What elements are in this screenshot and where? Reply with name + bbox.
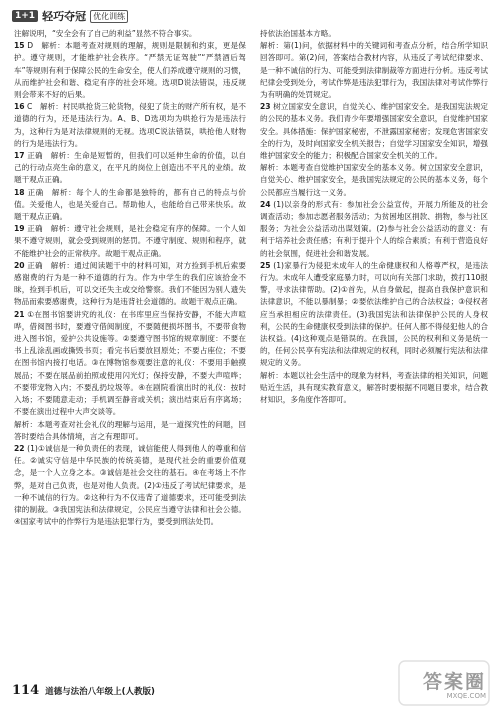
answer-paragraph [260,40,488,101]
answer-column-right [260,28,488,668]
page-number: 114 [12,683,40,698]
question-number: 21 [14,309,25,319]
question-number: 16 [14,102,25,112]
answer-text: 解析：本题考查对社会礼仪的理解与运用，是一道探究性的问题，回答时要结合具体情境，言之有理即可。 [14,419,246,441]
answer-text: 正确 解析：通过阅读题干中的材料可知，对方捡到手机后索要感谢费的行为是一种不道德的行为。作为中学生的我们应该拾金不昧，捡到手机后，可以交还失主或交给警察。我们不能因为别人遗失物品而索要感谢费，这种行为是违背社会道德的。故题干观点正确。 [14,260,246,307]
question-number: 20 [14,260,25,270]
answer-paragraph [14,443,246,528]
answer-text: 正确 解析：生命是短暂的，但我们可以延伸生命的价值，以自己的行动点亮生命的意义，在平凡的岗位上创造出不平凡的业绩。故题干观点正确。 [14,151,246,185]
answer-paragraph [14,260,246,309]
question-number: 15 [14,41,25,51]
answer-text: (1)以亲身的形式有：参加社会公益宣传，开展力所能及的社会调查活动；参加志愿者服务活动；为贫困地区捐款、捐物，参与社区服务；为社会公益活动出谋划策。(2)参与社会公益活动的意义：有利于培养社会责任感；有利于提升个人的综合素质；有利于营造良好的社会氛围，促进社会和谐发展。 [260,199,488,258]
answer-paragraph [14,150,246,187]
brand-title: 轻巧夺冠 [42,10,87,23]
brand-subtitle: 优化训练 [90,10,128,23]
answer-text: 持依法治国基本方略。 [260,29,336,38]
answer-paragraph [260,101,488,162]
answer-text: (1)①诚信是一种负责任的表现，诚信能使人得到他人的尊重和信任。②诚实守信是中华民族的传统美德，是现代社会的重要价值观念，是一个人立身之本。③诚信是社会交往的基石。④在考场上不作弊，是对自己负责，也是对他人负责。(2)①违反了考试纪律要求，是一种不诚信的行为。②这种行为不仅违背了道德要求，还可能受到法律的制裁。③我国宪法和法律规定，公民应当遵守法律和社会公德。④国家考试中的作弊行为是违法犯罪行为，要受到刑法处罚。 [14,443,246,527]
answer-paragraph [14,101,246,150]
answer-text: 解析：本题考查自觉维护国家安全的基本义务。树立国家安全意识，自觉关心、维护国家安全，是我国宪法规定的公民的基本义务，每个公民都应当履行这一义务。 [260,163,488,197]
answer-text: D 解析：本题考查对规则的理解，规则是限制和约束，更是保护。遵守规则，才能维护社会秩序。“严禁无证驾驶”“严禁酒后驾车”等规则有利于保障公民的生命安全，使人们养成遵守规则的习惯，从而维护社会和谐、稳定有序的社会环境。选项D说法错误，违反规则会带来不好的后果。 [14,41,246,100]
answer-paragraph [260,370,488,407]
brand-logo: 1+1 [12,10,38,22]
answer-text: ①在图书馆要讲究的礼仪：在书库里应当保持安静，不能大声喧哗，借阅图书时，要遵守借阅制度，不要随便损坏图书，不要带食物进入图书馆，爱护公共设施等。②要遵守图书馆的规章制度：不要在书上乱涂乱画或撕毁书页；看完书后要放回原处；不要占座位；不要在图书馆内接打电话。③在博物馆参观要注意的礼仪：不要用手触摸展品；不要在展品前拍照或使用闪光灯；保持安静，不要大声喧哗；不要带宠物入内；不要乱扔垃圾等。④在剧院看演出时的礼仪：按时入场；不要随意走动；手机调至静音或关机；演出结束后有序离场；不要在演出过程中大声交谈等。 [14,309,246,417]
answer-paragraph [260,199,488,260]
question-number: 22 [14,443,25,453]
book-title: 道德与法治八年级上(人教版) [45,686,155,697]
question-number: 18 [14,187,25,197]
answer-paragraph [14,309,246,419]
answer-text: 解析：本题以社会生活中的现象为材料，考查法律的相关知识，问题贴近生活，具有现实教育意义，解答时要根据不同题目要求，结合教材知识，多角度作答即可。 [260,370,488,405]
answer-text: 正确 解析：每个人的生命都是独特的，都有自己的特点与价值。关爱他人，也是关爱自己。帮助他人，也能给自己带来快乐。故题干观点正确。 [14,187,246,222]
answer-text: 解析：第(1)问，依据材料中的关键词和考查点分析，结合所学知识回答即可。第(2)问，答案结合教材内容，从违反了考试纪律要求、是一种不诚信的行为、可能受到法律制裁等方面进行分析。违反考试纪律会受到处分，考试作弊是违法犯罪行为，我国法律对考试作弊行为有明确的处罚规定。 [260,41,488,100]
question-number: 17 [14,151,25,161]
answer-paragraph [14,187,246,224]
answer-paragraph [14,419,246,443]
question-number: 23 [260,102,271,112]
answer-paragraph [260,260,488,370]
answer-text: 注解说明，“安全会有了自己的利益”显然不符合事实。 [14,29,197,38]
answer-paragraph [260,162,488,199]
answer-column-left [14,28,246,668]
answer-paragraph [14,28,246,40]
answer-paragraph [14,223,246,260]
answer-paragraph [260,28,488,40]
answer-text: 树立国家安全意识，自觉关心、维护国家安全。是我国宪法规定的公民的基本义务。我们青少年要增强国家安全意识，自觉维护国家安全。具体措施：保护国家秘密，不泄露国家秘密；发现危害国家安全的行为，及时向国家安全机关报告；自觉学习国家安全知识，增强维护国家安全的能力；积极配合国家安全机关的工作。 [260,102,488,161]
page-footer [12,683,155,698]
answer-text: C 解析：村民哄抢货三轮货物，侵犯了货主的财产所有权，是不道德的行为，还是违法行为。A、B、D选项均为哄抢行为是违法行为，这种行为是对法律规则的无视。选项C说法错误，哄抢他人财物的行为是违法行为。 [14,102,246,148]
watermark-text: 答案圈 [422,671,486,693]
answer-text: (1)家暴行为侵犯未成年人的生命健康权和人格尊严权，是违法行为。未成年人遭受家庭暴力时，可以向有关部门求助，拨打110报警，寻求法律帮助。(2)①首先，从自身做起，提高自我保护意识和法律意识，不能以暴制暴；②要依法维护自己的合法权益；③侵权者应当承担相应的法律责任。(3)我国宪法和法律保护公民的人身权利，公民的生命健康权受到法律的保护。任何人都不得侵犯他人的合法权益。(4)这种观点是错误的。在我国，公民的权利和义务是统一的，任何公民享有宪法和法律规定的权利，同时必须履行宪法和法律规定的义务。 [260,260,488,368]
answer-text: 正确 解析：遵守社会规则，是社会稳定有序的保障。一个人如果不遵守规则，就会受到规则的惩罚。不遵守制度、规则和程序，就不能维护社会的正常秩序。故题干观点正确。 [14,224,246,258]
question-number: 25 [260,260,271,270]
page-header [12,8,128,24]
answer-paragraph [14,40,246,101]
question-number: 19 [14,224,25,234]
question-number: 24 [260,199,271,209]
watermark-url: MXQE.COM [446,692,486,700]
